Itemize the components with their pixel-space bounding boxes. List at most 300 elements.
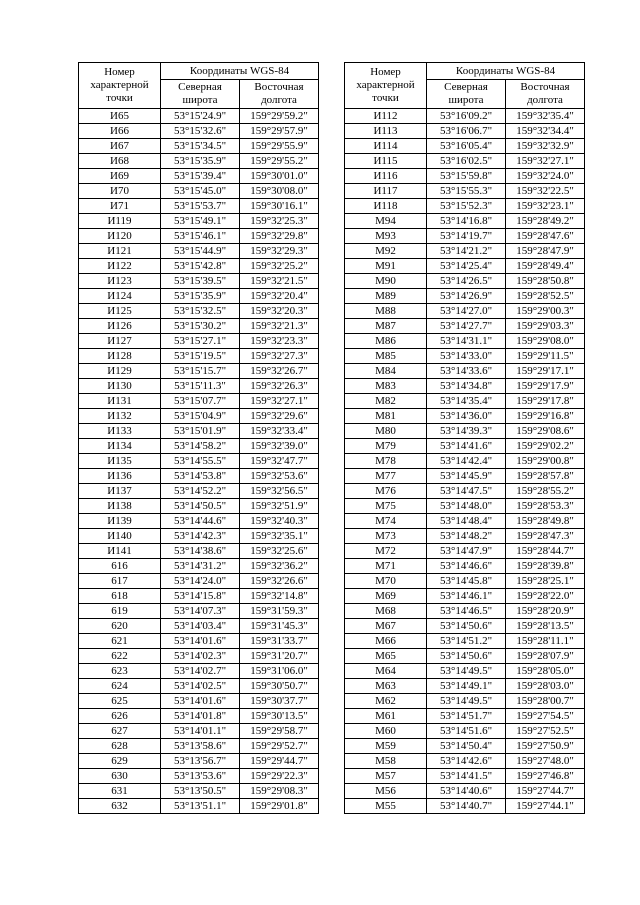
point-number-cell: И133 bbox=[79, 424, 161, 439]
longitude-cell: 159°29'17.8" bbox=[506, 394, 585, 409]
latitude-cell: 53°15'55.3" bbox=[427, 184, 506, 199]
table-row bbox=[345, 724, 585, 739]
table-row bbox=[79, 544, 319, 559]
longitude-cell: 159°32'23.3" bbox=[240, 334, 319, 349]
point-number-cell: И139 bbox=[79, 514, 161, 529]
latitude-cell: 53°14'46.5" bbox=[427, 604, 506, 619]
latitude-cell: 53°14'31.1" bbox=[427, 334, 506, 349]
table-row bbox=[79, 649, 319, 664]
longitude-cell: 159°29'57.9" bbox=[240, 124, 319, 139]
point-number-cell: М65 bbox=[345, 649, 427, 664]
longitude-cell: 159°32'34.4" bbox=[506, 124, 585, 139]
longitude-cell: 159°32'53.6" bbox=[240, 469, 319, 484]
longitude-cell: 159°32'20.3" bbox=[240, 304, 319, 319]
table-row bbox=[345, 799, 585, 814]
point-number-cell: И127 bbox=[79, 334, 161, 349]
point-number-cell: М82 bbox=[345, 394, 427, 409]
latitude-cell: 53°15'52.3" bbox=[427, 199, 506, 214]
table-row bbox=[79, 619, 319, 634]
table-row bbox=[345, 484, 585, 499]
point-number-cell: М88 bbox=[345, 304, 427, 319]
table-row bbox=[345, 139, 585, 154]
point-number-cell: И136 bbox=[79, 469, 161, 484]
point-number-cell: 620 bbox=[79, 619, 161, 634]
point-number-cell: М71 bbox=[345, 559, 427, 574]
longitude-cell: 159°29'16.8" bbox=[506, 409, 585, 424]
point-number-cell: М63 bbox=[345, 679, 427, 694]
longitude-cell: 159°32'29.3" bbox=[240, 244, 319, 259]
point-number-cell: М69 bbox=[345, 589, 427, 604]
point-number-cell: И69 bbox=[79, 169, 161, 184]
point-number-cell: 625 bbox=[79, 694, 161, 709]
latitude-cell: 53°14'01.8" bbox=[161, 709, 240, 724]
point-number-cell: М87 bbox=[345, 319, 427, 334]
point-number-cell: 630 bbox=[79, 769, 161, 784]
longitude-cell: 159°28'47.3" bbox=[506, 529, 585, 544]
longitude-cell: 159°32'23.1" bbox=[506, 199, 585, 214]
latitude-cell: 53°14'48.4" bbox=[427, 514, 506, 529]
latitude-cell: 53°14'40.7" bbox=[427, 799, 506, 814]
point-number-cell: 626 bbox=[79, 709, 161, 724]
longitude-cell: 159°32'21.3" bbox=[240, 319, 319, 334]
latitude-cell: 53°14'25.4" bbox=[427, 259, 506, 274]
latitude-cell: 53°16'09.2" bbox=[427, 109, 506, 124]
latitude-cell: 53°14'38.6" bbox=[161, 544, 240, 559]
table-row bbox=[345, 439, 585, 454]
latitude-cell: 53°14'47.5" bbox=[427, 484, 506, 499]
latitude-cell: 53°15'42.8" bbox=[161, 259, 240, 274]
latitude-cell: 53°14'33.0" bbox=[427, 349, 506, 364]
header-coordinates: Координаты WGS-84 bbox=[161, 63, 319, 80]
table-row bbox=[345, 349, 585, 364]
point-number-cell: 622 bbox=[79, 649, 161, 664]
longitude-cell: 159°28'47.6" bbox=[506, 229, 585, 244]
point-number-cell: М75 bbox=[345, 499, 427, 514]
table-row bbox=[79, 769, 319, 784]
longitude-cell: 159°29'55.9" bbox=[240, 139, 319, 154]
longitude-cell: 159°27'54.5" bbox=[506, 709, 585, 724]
longitude-cell: 159°32'24.0" bbox=[506, 169, 585, 184]
point-number-cell: 631 bbox=[79, 784, 161, 799]
latitude-cell: 53°14'45.8" bbox=[427, 574, 506, 589]
latitude-cell: 53°14'02.3" bbox=[161, 649, 240, 664]
longitude-cell: 159°27'52.5" bbox=[506, 724, 585, 739]
table-row bbox=[345, 199, 585, 214]
latitude-cell: 53°16'05.4" bbox=[427, 139, 506, 154]
point-number-cell: И131 bbox=[79, 394, 161, 409]
longitude-cell: 159°28'52.5" bbox=[506, 289, 585, 304]
latitude-cell: 53°15'35.9" bbox=[161, 289, 240, 304]
point-number-cell: И140 bbox=[79, 529, 161, 544]
table-row bbox=[79, 634, 319, 649]
point-number-cell: И113 bbox=[345, 124, 427, 139]
latitude-cell: 53°14'01.6" bbox=[161, 694, 240, 709]
longitude-cell: 159°31'06.0" bbox=[240, 664, 319, 679]
table-row bbox=[79, 199, 319, 214]
point-number-cell: М64 bbox=[345, 664, 427, 679]
longitude-cell: 159°29'11.5" bbox=[506, 349, 585, 364]
point-number-cell: М76 bbox=[345, 484, 427, 499]
latitude-cell: 53°13'50.5" bbox=[161, 784, 240, 799]
point-number-cell: И67 bbox=[79, 139, 161, 154]
longitude-cell: 159°27'44.1" bbox=[506, 799, 585, 814]
point-number-cell: 632 bbox=[79, 799, 161, 814]
point-number-cell: 627 bbox=[79, 724, 161, 739]
longitude-cell: 159°32'20.4" bbox=[240, 289, 319, 304]
longitude-cell: 159°28'20.9" bbox=[506, 604, 585, 619]
point-number-cell: М58 bbox=[345, 754, 427, 769]
longitude-cell: 159°29'55.2" bbox=[240, 154, 319, 169]
point-number-cell: 623 bbox=[79, 664, 161, 679]
latitude-cell: 53°15'11.3" bbox=[161, 379, 240, 394]
table-row bbox=[79, 529, 319, 544]
table-row bbox=[79, 499, 319, 514]
latitude-cell: 53°14'41.5" bbox=[427, 769, 506, 784]
latitude-cell: 53°14'02.5" bbox=[161, 679, 240, 694]
point-number-cell: И112 bbox=[345, 109, 427, 124]
table-row bbox=[345, 499, 585, 514]
table-row bbox=[345, 244, 585, 259]
table-row bbox=[345, 514, 585, 529]
table-row bbox=[79, 799, 319, 814]
latitude-cell: 53°15'15.7" bbox=[161, 364, 240, 379]
latitude-cell: 53°13'53.6" bbox=[161, 769, 240, 784]
table-row bbox=[345, 319, 585, 334]
point-number-cell: И130 bbox=[79, 379, 161, 394]
table-row bbox=[345, 544, 585, 559]
table-row bbox=[79, 109, 319, 124]
longitude-cell: 159°32'51.9" bbox=[240, 499, 319, 514]
latitude-cell: 53°14'01.6" bbox=[161, 634, 240, 649]
longitude-cell: 159°32'33.4" bbox=[240, 424, 319, 439]
latitude-cell: 53°15'07.7" bbox=[161, 394, 240, 409]
point-number-cell: И134 bbox=[79, 439, 161, 454]
longitude-cell: 159°32'14.8" bbox=[240, 589, 319, 604]
longitude-cell: 159°32'27.3" bbox=[240, 349, 319, 364]
latitude-cell: 53°14'24.0" bbox=[161, 574, 240, 589]
table-row bbox=[79, 409, 319, 424]
longitude-cell: 159°28'05.0" bbox=[506, 664, 585, 679]
latitude-cell: 53°14'49.1" bbox=[427, 679, 506, 694]
longitude-cell: 159°28'44.7" bbox=[506, 544, 585, 559]
table-row bbox=[345, 259, 585, 274]
longitude-cell: 159°29'44.7" bbox=[240, 754, 319, 769]
longitude-cell: 159°32'26.6" bbox=[240, 574, 319, 589]
point-number-cell: М94 bbox=[345, 214, 427, 229]
latitude-cell: 53°14'51.2" bbox=[427, 634, 506, 649]
point-number-cell: И119 bbox=[79, 214, 161, 229]
longitude-cell: 159°29'08.0" bbox=[506, 334, 585, 349]
point-number-cell: И128 bbox=[79, 349, 161, 364]
table-row bbox=[345, 709, 585, 724]
table-row bbox=[79, 229, 319, 244]
table-row bbox=[79, 514, 319, 529]
table-row bbox=[345, 574, 585, 589]
latitude-cell: 53°15'27.1" bbox=[161, 334, 240, 349]
latitude-cell: 53°14'07.3" bbox=[161, 604, 240, 619]
longitude-cell: 159°28'49.2" bbox=[506, 214, 585, 229]
point-number-cell: И137 bbox=[79, 484, 161, 499]
longitude-cell: 159°32'25.6" bbox=[240, 544, 319, 559]
point-number-cell: М62 bbox=[345, 694, 427, 709]
point-number-cell: И116 bbox=[345, 169, 427, 184]
point-number-cell: И123 bbox=[79, 274, 161, 289]
table-row bbox=[345, 109, 585, 124]
latitude-cell: 53°15'04.9" bbox=[161, 409, 240, 424]
longitude-cell: 159°29'00.8" bbox=[506, 454, 585, 469]
longitude-cell: 159°29'02.2" bbox=[506, 439, 585, 454]
point-number-cell: М91 bbox=[345, 259, 427, 274]
latitude-cell: 53°15'45.0" bbox=[161, 184, 240, 199]
table-row bbox=[79, 364, 319, 379]
latitude-cell: 53°15'59.8" bbox=[427, 169, 506, 184]
longitude-cell: 159°32'25.3" bbox=[240, 214, 319, 229]
longitude-cell: 159°28'55.2" bbox=[506, 484, 585, 499]
longitude-cell: 159°28'25.1" bbox=[506, 574, 585, 589]
point-number-cell: И121 bbox=[79, 244, 161, 259]
table-row bbox=[79, 394, 319, 409]
point-number-cell: И129 bbox=[79, 364, 161, 379]
latitude-cell: 53°14'39.3" bbox=[427, 424, 506, 439]
point-number-cell: И66 bbox=[79, 124, 161, 139]
longitude-cell: 159°32'47.7" bbox=[240, 454, 319, 469]
point-number-cell: М68 bbox=[345, 604, 427, 619]
point-number-cell: М83 bbox=[345, 379, 427, 394]
table-row bbox=[79, 124, 319, 139]
point-number-cell: М55 bbox=[345, 799, 427, 814]
table-row bbox=[345, 214, 585, 229]
table-row bbox=[345, 664, 585, 679]
table-row bbox=[79, 454, 319, 469]
longitude-cell: 159°29'08.6" bbox=[506, 424, 585, 439]
longitude-cell: 159°32'21.5" bbox=[240, 274, 319, 289]
longitude-cell: 159°29'58.7" bbox=[240, 724, 319, 739]
latitude-cell: 53°15'46.1" bbox=[161, 229, 240, 244]
longitude-cell: 159°28'07.9" bbox=[506, 649, 585, 664]
point-number-cell: 618 bbox=[79, 589, 161, 604]
longitude-cell: 159°29'52.7" bbox=[240, 739, 319, 754]
point-number-cell: М74 bbox=[345, 514, 427, 529]
longitude-cell: 159°27'46.8" bbox=[506, 769, 585, 784]
table-row bbox=[345, 379, 585, 394]
longitude-cell: 159°27'48.0" bbox=[506, 754, 585, 769]
point-number-cell: 617 bbox=[79, 574, 161, 589]
table-row bbox=[345, 754, 585, 769]
table-row bbox=[345, 334, 585, 349]
point-number-cell: М90 bbox=[345, 274, 427, 289]
table-row bbox=[345, 124, 585, 139]
point-number-cell: М72 bbox=[345, 544, 427, 559]
coordinates-table-left bbox=[78, 62, 319, 814]
latitude-cell: 53°14'33.6" bbox=[427, 364, 506, 379]
coordinates-table-right bbox=[344, 62, 585, 814]
table-row bbox=[345, 529, 585, 544]
longitude-cell: 159°28'11.1" bbox=[506, 634, 585, 649]
latitude-cell: 53°14'45.9" bbox=[427, 469, 506, 484]
longitude-cell: 159°31'20.7" bbox=[240, 649, 319, 664]
longitude-cell: 159°28'03.0" bbox=[506, 679, 585, 694]
table-row bbox=[79, 169, 319, 184]
point-number-cell: М77 bbox=[345, 469, 427, 484]
point-number-cell: М67 bbox=[345, 619, 427, 634]
latitude-cell: 53°14'16.8" bbox=[427, 214, 506, 229]
latitude-cell: 53°14'21.2" bbox=[427, 244, 506, 259]
table-body-right bbox=[345, 109, 585, 814]
table-row bbox=[79, 244, 319, 259]
latitude-cell: 53°14'51.6" bbox=[427, 724, 506, 739]
latitude-cell: 53°14'34.8" bbox=[427, 379, 506, 394]
table-row bbox=[79, 604, 319, 619]
point-number-cell: М70 bbox=[345, 574, 427, 589]
table-row bbox=[345, 229, 585, 244]
table-row bbox=[79, 589, 319, 604]
point-number-cell: М89 bbox=[345, 289, 427, 304]
header-longitude: Восточная долгота bbox=[506, 80, 585, 109]
latitude-cell: 53°14'40.6" bbox=[427, 784, 506, 799]
latitude-cell: 53°15'30.2" bbox=[161, 319, 240, 334]
latitude-cell: 53°14'19.7" bbox=[427, 229, 506, 244]
longitude-cell: 159°28'49.4" bbox=[506, 259, 585, 274]
table-row bbox=[345, 679, 585, 694]
point-number-cell: И117 bbox=[345, 184, 427, 199]
point-number-cell: И125 bbox=[79, 304, 161, 319]
latitude-cell: 53°14'27.0" bbox=[427, 304, 506, 319]
latitude-cell: 53°14'42.6" bbox=[427, 754, 506, 769]
longitude-cell: 159°30'08.0" bbox=[240, 184, 319, 199]
longitude-cell: 159°30'16.1" bbox=[240, 199, 319, 214]
longitude-cell: 159°28'57.8" bbox=[506, 469, 585, 484]
latitude-cell: 53°15'35.9" bbox=[161, 154, 240, 169]
latitude-cell: 53°14'49.5" bbox=[427, 694, 506, 709]
table-row bbox=[345, 619, 585, 634]
latitude-cell: 53°14'53.8" bbox=[161, 469, 240, 484]
latitude-cell: 53°14'01.1" bbox=[161, 724, 240, 739]
longitude-cell: 159°32'32.9" bbox=[506, 139, 585, 154]
table-row bbox=[79, 574, 319, 589]
latitude-cell: 53°15'24.9" bbox=[161, 109, 240, 124]
point-number-cell: М61 bbox=[345, 709, 427, 724]
table-row bbox=[345, 364, 585, 379]
table-row bbox=[345, 589, 585, 604]
point-number-cell: И70 bbox=[79, 184, 161, 199]
longitude-cell: 159°32'26.3" bbox=[240, 379, 319, 394]
latitude-cell: 53°15'39.4" bbox=[161, 169, 240, 184]
table-row bbox=[79, 334, 319, 349]
latitude-cell: 53°16'02.5" bbox=[427, 154, 506, 169]
point-number-cell: И71 bbox=[79, 199, 161, 214]
table-row bbox=[345, 424, 585, 439]
table-row bbox=[79, 724, 319, 739]
table-row bbox=[79, 349, 319, 364]
table-row bbox=[345, 649, 585, 664]
point-number-cell: М73 bbox=[345, 529, 427, 544]
latitude-cell: 53°14'58.2" bbox=[161, 439, 240, 454]
table-row bbox=[79, 424, 319, 439]
longitude-cell: 159°29'08.3" bbox=[240, 784, 319, 799]
latitude-cell: 53°14'41.6" bbox=[427, 439, 506, 454]
latitude-cell: 53°14'35.4" bbox=[427, 394, 506, 409]
longitude-cell: 159°32'22.5" bbox=[506, 184, 585, 199]
latitude-cell: 53°14'27.7" bbox=[427, 319, 506, 334]
longitude-cell: 159°27'50.9" bbox=[506, 739, 585, 754]
point-number-cell: 628 bbox=[79, 739, 161, 754]
longitude-cell: 159°29'03.3" bbox=[506, 319, 585, 334]
latitude-cell: 53°15'53.7" bbox=[161, 199, 240, 214]
point-number-cell: И132 bbox=[79, 409, 161, 424]
header-latitude: Северная широта bbox=[427, 80, 506, 109]
table-row bbox=[79, 214, 319, 229]
latitude-cell: 53°14'51.7" bbox=[427, 709, 506, 724]
longitude-cell: 159°29'59.2" bbox=[240, 109, 319, 124]
longitude-cell: 159°28'49.8" bbox=[506, 514, 585, 529]
longitude-cell: 159°29'17.1" bbox=[506, 364, 585, 379]
point-number-cell: М59 bbox=[345, 739, 427, 754]
latitude-cell: 53°14'48.0" bbox=[427, 499, 506, 514]
table-row bbox=[79, 469, 319, 484]
latitude-cell: 53°16'06.7" bbox=[427, 124, 506, 139]
longitude-cell: 159°32'35.1" bbox=[240, 529, 319, 544]
point-number-cell: И138 bbox=[79, 499, 161, 514]
table-row bbox=[345, 304, 585, 319]
point-number-cell: 619 bbox=[79, 604, 161, 619]
latitude-cell: 53°13'56.7" bbox=[161, 754, 240, 769]
point-number-cell: И114 bbox=[345, 139, 427, 154]
table-row bbox=[345, 784, 585, 799]
latitude-cell: 53°14'46.6" bbox=[427, 559, 506, 574]
latitude-cell: 53°14'47.9" bbox=[427, 544, 506, 559]
point-number-cell: М79 bbox=[345, 439, 427, 454]
point-number-cell: М84 bbox=[345, 364, 427, 379]
table-row bbox=[345, 604, 585, 619]
latitude-cell: 53°15'32.6" bbox=[161, 124, 240, 139]
table-row bbox=[79, 439, 319, 454]
latitude-cell: 53°14'42.4" bbox=[427, 454, 506, 469]
point-number-cell: М57 bbox=[345, 769, 427, 784]
latitude-cell: 53°15'32.5" bbox=[161, 304, 240, 319]
point-number-cell: М60 bbox=[345, 724, 427, 739]
table-row bbox=[79, 709, 319, 724]
point-number-cell: И124 bbox=[79, 289, 161, 304]
point-number-cell: М81 bbox=[345, 409, 427, 424]
point-number-cell: И135 bbox=[79, 454, 161, 469]
table-row bbox=[79, 484, 319, 499]
longitude-cell: 159°27'44.7" bbox=[506, 784, 585, 799]
latitude-cell: 53°15'01.9" bbox=[161, 424, 240, 439]
longitude-cell: 159°32'26.7" bbox=[240, 364, 319, 379]
table-row bbox=[79, 754, 319, 769]
table-row bbox=[79, 379, 319, 394]
latitude-cell: 53°15'19.5" bbox=[161, 349, 240, 364]
table-row bbox=[79, 304, 319, 319]
longitude-cell: 159°30'01.0" bbox=[240, 169, 319, 184]
point-number-cell: М78 bbox=[345, 454, 427, 469]
header-latitude: Северная широта bbox=[161, 80, 240, 109]
latitude-cell: 53°15'49.1" bbox=[161, 214, 240, 229]
longitude-cell: 159°32'25.2" bbox=[240, 259, 319, 274]
table-row bbox=[79, 259, 319, 274]
longitude-cell: 159°28'53.3" bbox=[506, 499, 585, 514]
latitude-cell: 53°14'31.2" bbox=[161, 559, 240, 574]
table-row bbox=[345, 394, 585, 409]
latitude-cell: 53°14'26.5" bbox=[427, 274, 506, 289]
table-row bbox=[345, 694, 585, 709]
longitude-cell: 159°29'22.3" bbox=[240, 769, 319, 784]
latitude-cell: 53°14'49.5" bbox=[427, 664, 506, 679]
table-row bbox=[79, 664, 319, 679]
point-number-cell: М86 bbox=[345, 334, 427, 349]
latitude-cell: 53°14'42.3" bbox=[161, 529, 240, 544]
latitude-cell: 53°15'44.9" bbox=[161, 244, 240, 259]
